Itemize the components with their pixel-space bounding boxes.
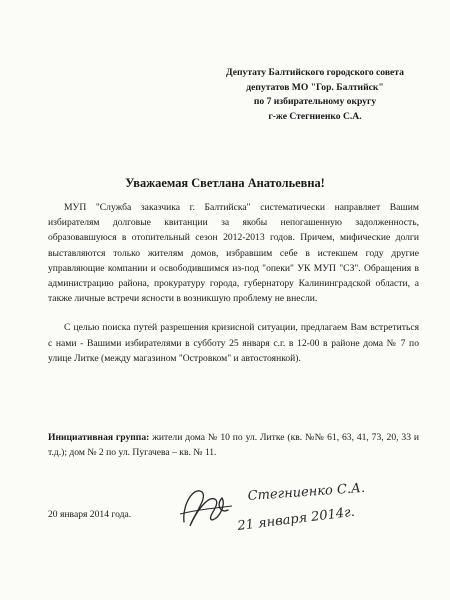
signature-name: Стегниенко С.А. (247, 480, 366, 504)
addressee-line-2: депутатов МО "Гор. Балтийск" (246, 81, 384, 93)
greeting: Уважаемая Светлана Анатольевна! (125, 176, 325, 190)
letter-body (48, 200, 419, 366)
body-paragraph-1: МУП "Служба заказчика г. Балтийска" систематически направляет Вашим избирателям долговые квитанции за якобы непогашенную задолженность, образовавшуюся в отопительный сезон 2012-2013 годов. Причем, мифические долги выставляются только жителям домов, избравшим себе в истекшем году другие управляющие компании и освободившимся из-под "опеки" УК МУП "СЗ". Обращения в администрацию района, прокуратуру города, губернатору Калининградской области, а также личные встречи ясности в возникшую проблему не внесли. (48, 202, 419, 305)
signature-date: 21 января 2014г. (236, 504, 356, 534)
addressee-line-3: по 7 избирательному округу (253, 96, 377, 107)
initiative-label: Инициативная группа: (48, 432, 150, 443)
addressee-line-4: г-же Стегниенко С.А. (268, 110, 362, 122)
body-paragraph-2: С целью поиска путей разрешения кризисной ситуации, предлагаем Вам встретиться с нами - Вашими избирателями в субботу 25 января с.г. в 12-00 в районе дома № 7 по улице Литке (между магазином "Островком" и автостоянкой). (48, 322, 419, 364)
initiative-text: жители дома № 10 по ул. Литке (кв. №№ 61, 63, 41, 73, 20, 33 и т.д.); дом № 2 по ул. Пугачева – кв. № 11. (48, 432, 419, 459)
initiative-group (48, 430, 419, 460)
handwritten-signature (176, 474, 366, 544)
addressee-block (210, 66, 420, 124)
addressee-line-1: Депутату Балтийского городского совета (226, 67, 404, 78)
signature-flourish (184, 491, 228, 526)
signature-underline (180, 506, 232, 514)
letter-date: 20 января 2014 года. (48, 509, 132, 520)
